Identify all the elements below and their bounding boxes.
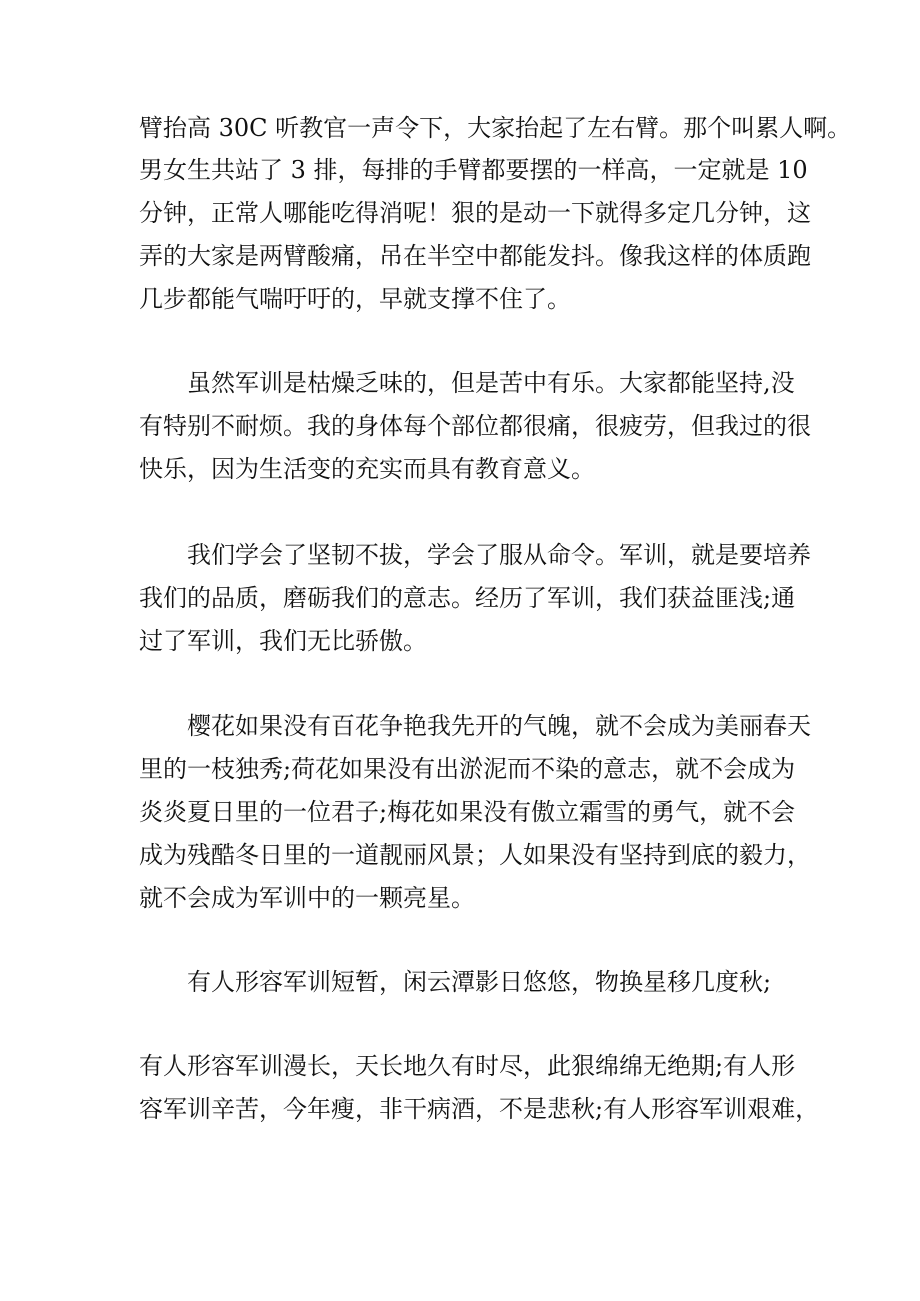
paragraph-3-line-2: 我们的品质，磨砺我们的意志。经历了军训，我们获益匪浅;通	[139, 584, 796, 612]
paragraph-3-line-3: 过了军训，我们无比骄傲。	[139, 627, 427, 655]
paragraph-6-line-1: 有人形容军训漫长，天长地久有时尽，此狠绵绵无绝期;有人形	[139, 1052, 796, 1080]
paragraph-1-line-4: 弄的大家是两臂酸痛，吊在半空中都能发抖。像我这样的体质跑	[139, 242, 811, 270]
paragraph-5-line-1: 有人形容军训短暂，闲云潭影日悠悠，物换星移几度秋;	[187, 968, 772, 996]
paragraph-4-line-2: 里的一枝独秀;荷花如果没有出淤泥而不染的意志，就不会成为	[139, 755, 796, 783]
paragraph-2-line-2: 有特别不耐烦。我的身体每个部位都很痛，很疲劳，但我过的很	[139, 412, 811, 440]
paragraph-1-line-3: 分钟，正常人哪能吃得消呢！狠的是动一下就得多定几分钟，这	[139, 199, 811, 227]
paragraph-4-line-4: 成为残酷冬日里的一道靓丽风景；人如果没有坚持到底的毅力，	[139, 841, 811, 869]
paragraph-1-line-2: 男女生共站了 3 排，每排的手臂都要摆的一样高，一定就是 10	[139, 156, 808, 184]
paragraph-4-line-3: 炎炎夏日里的一位君子;梅花如果没有傲立霜雪的勇气，就不会	[139, 798, 796, 826]
paragraph-4-line-5: 就不会成为军训中的一颗亮星。	[139, 884, 475, 912]
paragraph-2-line-1: 虽然军训是枯燥乏味的，但是苦中有乐。大家都能坚持,没	[187, 369, 795, 397]
paragraph-6-line-2: 容军训辛苦，今年瘦，非干病酒，不是悲秋;有人形容军训艰难，	[139, 1095, 820, 1123]
paragraph-1-line-5: 几步都能气喘吁吁的，早就支撑不住了。	[139, 285, 571, 313]
paragraph-3-line-1: 我们学会了坚韧不拔，学会了服从命令。军训，就是要培养	[187, 541, 811, 569]
paragraph-4-line-1: 樱花如果没有百花争艳我先开的气魄，就不会成为美丽春天	[187, 712, 811, 740]
paragraph-1-line-1: 臂抬高 30C 听教官一声令下，大家抬起了左右臂。那个叫累人啊。	[139, 114, 852, 142]
paragraph-2-line-3: 快乐，因为生活变的充实而具有教育意义。	[139, 455, 595, 483]
